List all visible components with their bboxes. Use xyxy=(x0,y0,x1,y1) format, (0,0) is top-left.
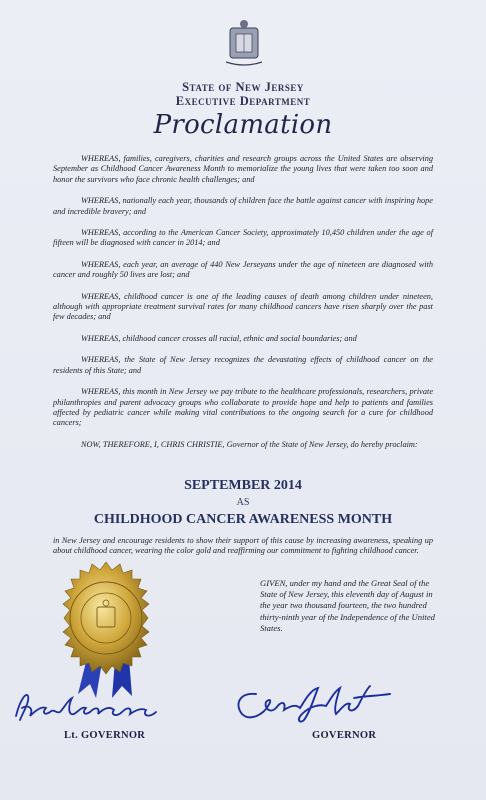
proclaimed-month: CHILDHOOD CANCER AWARENESS MONTH xyxy=(93,512,393,527)
clause: NOW, THEREFORE, I, CHRIS CHRISTIE, Governor of the State of New Jersey, do hereby proclaim: xyxy=(81,439,418,449)
lt-governor-signature xyxy=(12,686,162,726)
lt-governor-caption: Lt. GOVERNOR xyxy=(64,730,146,741)
great-seal-icon xyxy=(46,560,170,702)
department-name: Executive Department xyxy=(175,94,311,108)
proclaimed-as: AS xyxy=(236,497,250,508)
clause: WHEREAS, according to the American Cancer Society, approximately 10,450 children under the age of fifteen will be diagnosed with cancer in 2014; and xyxy=(53,228,433,248)
clause: WHEREAS, families, caregivers, charities and research groups across the United States are observing September as Childhood Cancer Awareness Month to memorialize the young lives that were taken too soon and honor the survivors who face chronic health challenges; and xyxy=(53,154,433,184)
clause: WHEREAS, childhood cancer crosses all racial, ethnic and social boundaries; and xyxy=(81,333,357,343)
proclaimed-date: SEPTEMBER 2014 xyxy=(184,478,302,493)
governor-caption: GOVERNOR xyxy=(312,730,377,741)
clause: WHEREAS, nationally each year, thousands of children face the battle against cancer with inspiring hope and incredible bravery; and xyxy=(53,196,433,216)
clause: WHEREAS, the State of New Jersey recognizes the devastating effects of childhood cancer on the residents of this State; and xyxy=(53,355,433,375)
state-name: State of New Jersey xyxy=(182,80,304,94)
clause: WHEREAS, each year, an average of 440 New Jerseyans under the age of nineteen are diagnosed with cancer and roughly 50 lives are lost; and xyxy=(53,259,433,280)
clause: WHEREAS, childhood cancer is one of the leading causes of death among children under nineteen, although with appropriate treatment survival rates for many childhood cancers have risen sharply over the past few decades; and xyxy=(53,291,433,322)
document-title: Proclamation xyxy=(153,110,333,140)
given-statement: GIVEN, under my hand and the Great Seal of the State of New Jersey, this eleventh day of August in the year two thousand fourteen, the two hundred thirty-ninth year of the Independence of the United States. xyxy=(260,578,435,633)
governor-signature xyxy=(230,680,400,728)
clause: WHEREAS, this month in New Jersey we pay tribute to the healthcare professionals, researchers, private philanthropies and parent advocacy groups who collaborate to provide hope and help to patients and families affected by pediatric cancer while making vital contributions to the ongoing search for a cure for childhood cancers; xyxy=(53,387,433,428)
closing-paragraph: in New Jersey and encourage residents to show their support of this cause by increasing awareness, speaking up about childhood cancer, wearing the color gold and reaffirming our commitment to fighting childhood cancer. xyxy=(53,536,433,556)
whereas-clauses xyxy=(53,154,433,461)
state-crest-icon xyxy=(224,18,264,68)
